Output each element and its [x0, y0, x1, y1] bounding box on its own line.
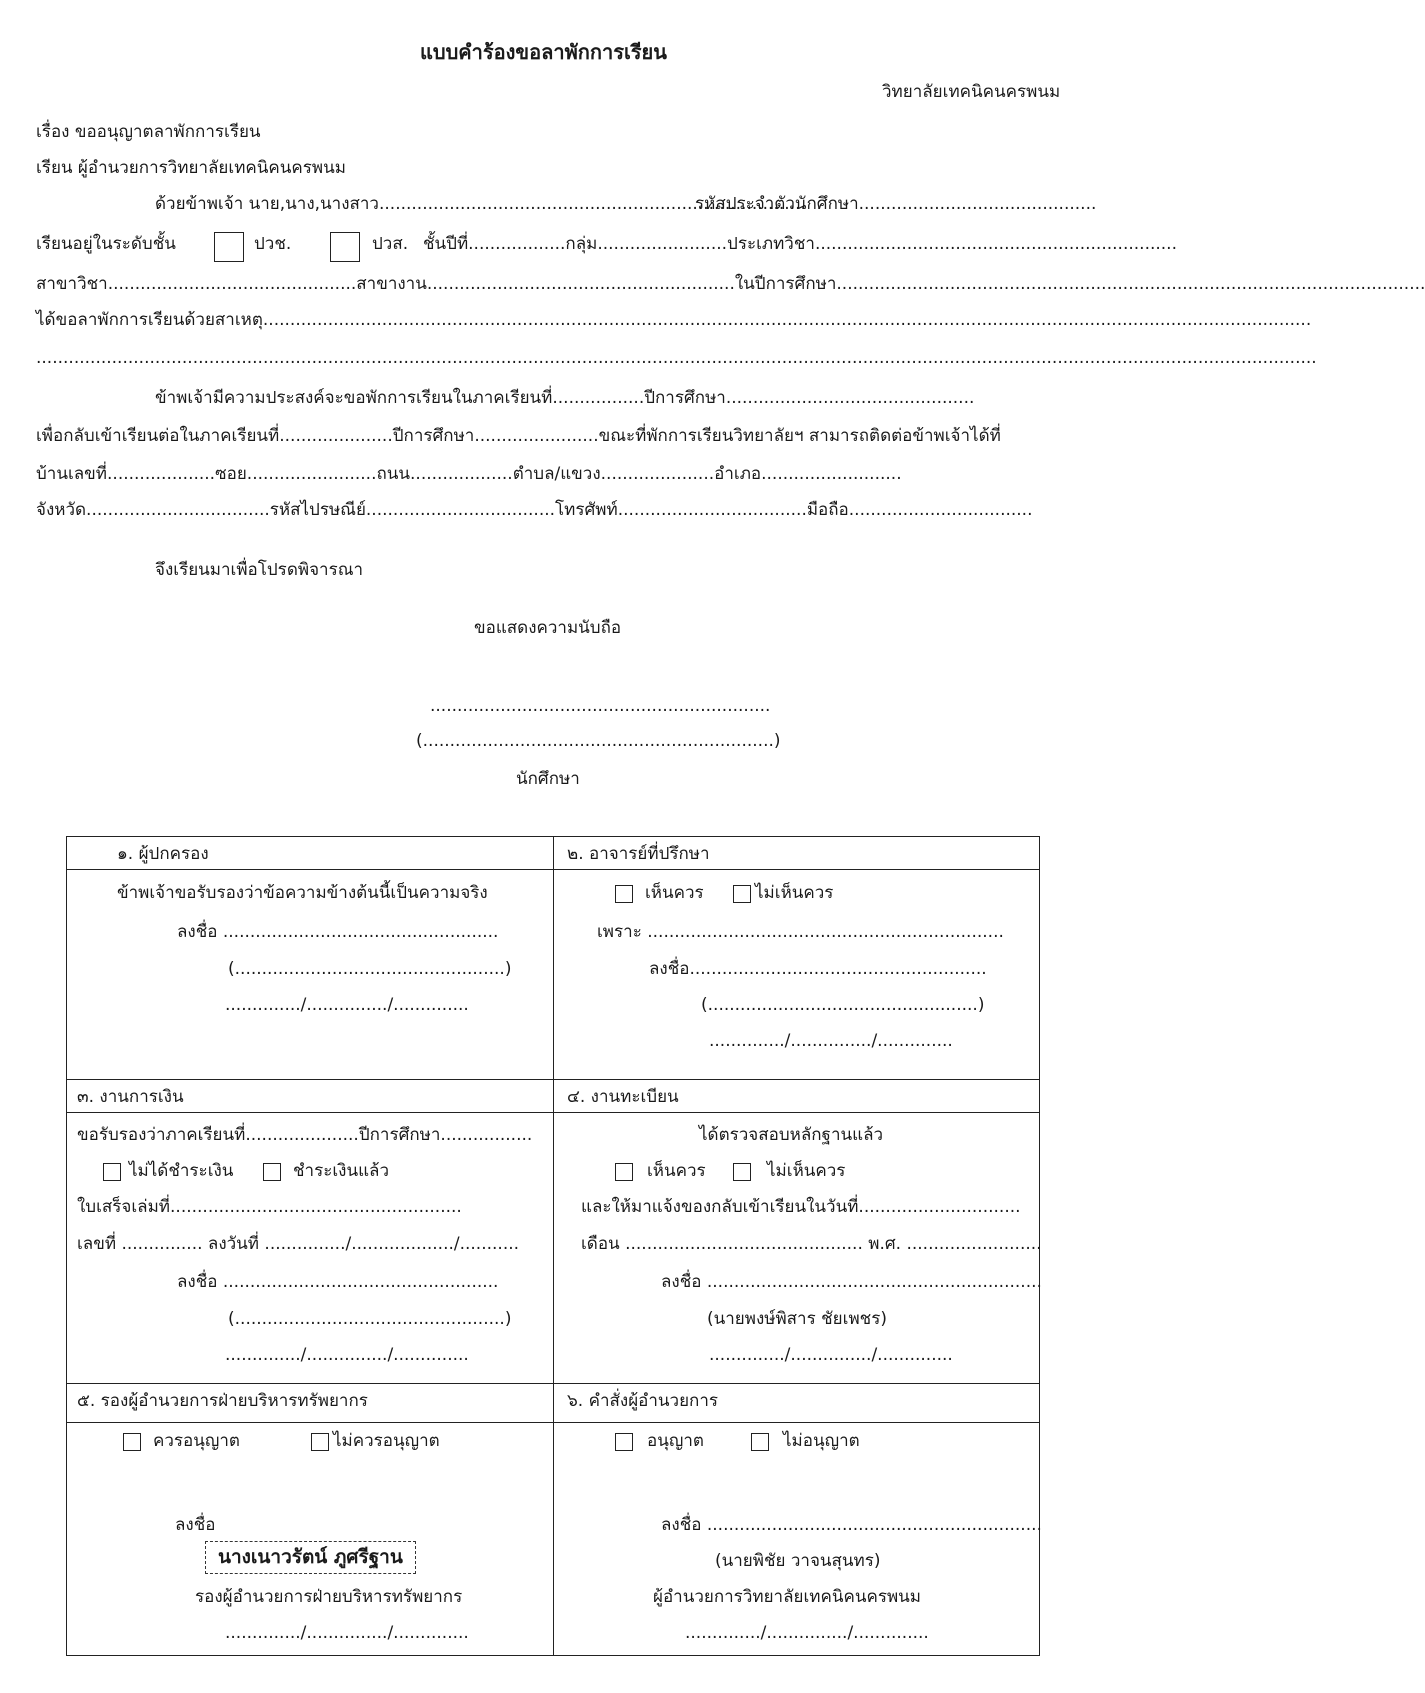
- finance-date[interactable]: ............../.............../..............: [225, 1345, 469, 1365]
- advisor-agree-label: เห็นควร: [645, 883, 704, 903]
- name-field[interactable]: ด้วยข้าพเจ้า นาย,นาง,นางสาว...............................................................................: [155, 194, 806, 214]
- finance-paid-label: ชำระเงินแล้ว: [293, 1161, 389, 1181]
- contact-field[interactable]: จังหวัด..................................รหัสไปรษณีย์...................................โทรศัพท์...................................มือถือ..................................: [36, 500, 1033, 520]
- level-vocational-label: ปวช.: [254, 234, 292, 254]
- reason-field-line2[interactable]: .............................................................................................................................................................................................................................................: [36, 348, 1317, 368]
- respect-text: ขอแสดงความนับถือ: [474, 618, 622, 638]
- advisor-disagree-checkbox[interactable]: [733, 885, 751, 903]
- deputy-signature-label: ลงชื่อ: [175, 1515, 216, 1535]
- major-field[interactable]: สาขาวิชา..............................................สาขางาน.........................................................ในปีการศึกษา.............................................................................................................: [36, 274, 1425, 294]
- finance-signature[interactable]: ลงชื่อ ...................................................: [177, 1272, 499, 1292]
- registrar-checked-text: ได้ตรวจสอบหลักฐานแล้ว: [699, 1125, 884, 1145]
- director-position: ผู้อำนวยการวิทยาลัยเทคนิคนครพนม: [653, 1587, 921, 1607]
- student-signature-line[interactable]: ...............................................................: [430, 696, 771, 716]
- table-rule: [67, 1112, 1039, 1113]
- section-registrar-header: ๔. งานทะเบียน: [567, 1087, 679, 1107]
- registrar-disagree-label: ไม่เห็นควร: [767, 1161, 846, 1181]
- director-approve-label: อนุญาต: [647, 1431, 704, 1451]
- receipt-number-field[interactable]: เลขที่ ............... ลงวันที่ .............../.................../...........: [77, 1234, 520, 1254]
- section-guardian-header: ๑. ผู้ปกครอง: [117, 844, 209, 864]
- table-rule: [67, 869, 1039, 870]
- suspend-semester-field[interactable]: ข้าพเจ้ามีความประสงค์จะขอพักการเรียนในภาคเรียนที่.................ปีการศึกษา..............................................: [155, 388, 975, 408]
- table-rule: [67, 1079, 1039, 1080]
- guardian-signature[interactable]: ลงชื่อ ...................................................: [177, 922, 499, 942]
- advisor-disagree-label: ไม่เห็นควร: [755, 883, 834, 903]
- approval-table: [66, 836, 1040, 1656]
- deputy-approve-label: ควรอนุญาต: [153, 1431, 240, 1451]
- student-id-field[interactable]: รหัสประจำตัวนักศึกษา............................................: [695, 194, 1097, 214]
- college-name: วิทยาลัยเทคนิคนครพนม: [882, 82, 1061, 102]
- advisor-reason[interactable]: เพราะ ..................................................................: [597, 922, 1004, 942]
- section-finance-header: ๓. งานการเงิน: [77, 1087, 184, 1107]
- guardian-certify-text: ข้าพเจ้าขอรับรองว่าข้อความข้างต้นนี้เป็นความจริง: [117, 883, 488, 903]
- guardian-name[interactable]: (..................................................): [228, 959, 512, 979]
- section-director-header: ๖. คำสั่งผู้อำนวยการ: [567, 1391, 719, 1411]
- advisor-signature[interactable]: ลงชื่อ.......................................................: [649, 959, 987, 979]
- return-date-field[interactable]: และให้มาแจ้งของกลับเข้าเรียนในวันที่..............................: [581, 1197, 1021, 1217]
- deputy-reject-checkbox[interactable]: [311, 1433, 329, 1451]
- section-deputy-header: ๕. รองผู้อำนวยการฝ่ายบริหารทรัพยากร: [77, 1391, 368, 1411]
- director-name: (นายพิชัย วาจนสุนทร): [715, 1551, 881, 1571]
- deputy-date[interactable]: ............../.............../..............: [225, 1623, 469, 1643]
- registrar-agree-checkbox[interactable]: [615, 1163, 633, 1181]
- registrar-date[interactable]: ............../.............../..............: [709, 1345, 953, 1365]
- recipient-line: เรียน ผู้อำนวยการวิทยาลัยเทคนิคนครพนม: [36, 158, 346, 178]
- finance-paid-checkbox[interactable]: [263, 1163, 281, 1181]
- deputy-name-stamp: นางเนาวรัตน์ ภูศรีฐาน: [205, 1541, 416, 1574]
- level-vocational-checkbox[interactable]: [214, 232, 244, 262]
- table-rule: [67, 1383, 1039, 1384]
- table-divider-vertical: [553, 837, 554, 1655]
- registrar-signature[interactable]: ลงชื่อ ..............................................................: [661, 1272, 1042, 1292]
- student-label: นักศึกษา: [516, 769, 580, 789]
- director-reject-label: ไม่อนุญาต: [783, 1431, 860, 1451]
- guardian-date[interactable]: ............../.............../..............: [225, 995, 469, 1015]
- finance-name[interactable]: (..................................................): [228, 1309, 512, 1329]
- finance-unpaid-label: ไม่ได้ชำระเงิน: [129, 1161, 234, 1181]
- student-name-line[interactable]: (.................................................................): [416, 731, 781, 751]
- director-approve-checkbox[interactable]: [615, 1433, 633, 1451]
- registrar-disagree-checkbox[interactable]: [733, 1163, 751, 1181]
- finance-unpaid-checkbox[interactable]: [103, 1163, 121, 1181]
- table-rule: [67, 1422, 1039, 1423]
- return-month-year-field[interactable]: เดือน ............................................ พ.ศ. .........................: [581, 1234, 1042, 1254]
- finance-certify-field[interactable]: ขอรับรองว่าภาคเรียนที่.....................ปีการศึกษา.................: [77, 1125, 533, 1145]
- level-label: เรียนอยู่ในระดับชั้น: [36, 234, 176, 254]
- address-field[interactable]: บ้านเลขที่....................ซอย........................ถนน...................ตำบล/แขวง.....................อำเภอ..........................: [36, 464, 902, 484]
- page-title: แบบคำร้องขอลาพักการเรียน: [420, 40, 667, 64]
- advisor-name[interactable]: (..................................................): [701, 995, 985, 1015]
- level-high-vocational-checkbox[interactable]: [330, 232, 360, 262]
- director-reject-checkbox[interactable]: [751, 1433, 769, 1451]
- year-group-type-field[interactable]: ชั้นปีที่..................กลุ่ม........................ประเภทวิชา...................................................................: [423, 234, 1177, 254]
- director-date[interactable]: ............../.............../..............: [685, 1623, 929, 1643]
- registrar-officer-name: (นายพงษ์พิสาร ชัยเพชร): [707, 1309, 887, 1329]
- deputy-approve-checkbox[interactable]: [123, 1433, 141, 1451]
- advisor-date[interactable]: ............../.............../..............: [709, 1031, 953, 1051]
- section-advisor-header: ๒. อาจารย์ที่ปรึกษา: [567, 844, 710, 864]
- deputy-position: รองผู้อำนวยการฝ่ายบริหารทรัพยากร: [195, 1587, 463, 1607]
- deputy-reject-label: ไม่ควรอนุญาต: [333, 1431, 440, 1451]
- director-signature[interactable]: ลงชื่อ ..............................................................: [661, 1515, 1042, 1535]
- subject-line: เรื่อง ขออนุญาตลาพักการเรียน: [36, 122, 261, 142]
- closing-text: จึงเรียนมาเพื่อโปรดพิจารณา: [155, 560, 364, 580]
- reason-field[interactable]: ได้ขอลาพักการเรียนด้วยสาเหตุ..................................................................................................................................................................................................: [36, 310, 1312, 330]
- receipt-book-field[interactable]: ใบเสร็จเล่มที่......................................................: [77, 1197, 462, 1217]
- return-semester-field[interactable]: เพื่อกลับเข้าเรียนต่อในภาคเรียนที่.....................ปีการศึกษา.......................ขณะที่พักการเรียนวิทยาลัยฯ สามารถติดต่อข้าพเจ้าได้ที่: [36, 426, 1001, 446]
- advisor-agree-checkbox[interactable]: [615, 885, 633, 903]
- registrar-agree-label: เห็นควร: [647, 1161, 706, 1181]
- level-high-vocational-label: ปวส.: [372, 234, 409, 254]
